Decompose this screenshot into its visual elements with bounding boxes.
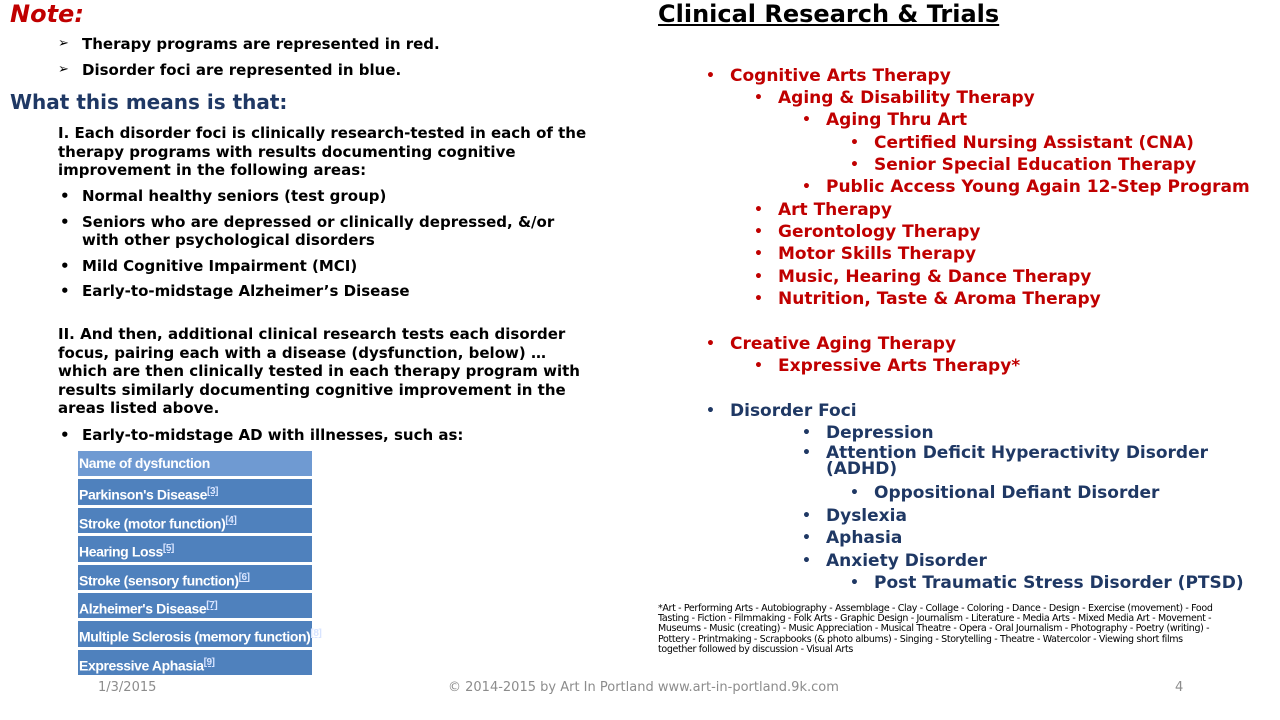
footer-copyright: © 2014-2015 by Art In Portland www.art-in-portland.9k.com (448, 680, 839, 695)
table-row (78, 479, 312, 504)
tree-item (802, 528, 903, 548)
list-item (58, 426, 588, 445)
bullet-icon: • (754, 90, 763, 106)
list-item (58, 187, 588, 206)
list-item-text: Early-to-midstage AD with illnesses, such as: (82, 426, 464, 444)
tree-item-text: Oppositional Defiant Disorder (874, 483, 1160, 503)
reference-link[interactable]: [7] (206, 599, 218, 611)
reference-link[interactable]: [5] (162, 543, 174, 555)
tree-item (754, 267, 1092, 287)
tree-item-text: Gerontology Therapy (778, 222, 981, 242)
tree-item-text: Dyslexia (826, 506, 907, 526)
table-row (78, 508, 312, 533)
dysfunction-name: Parkinson's Disease (79, 487, 208, 504)
bullet-icon: • (754, 269, 763, 285)
bullet-icon: • (754, 224, 763, 240)
arrow-bullet-icon: ➢ (58, 36, 69, 51)
tree-item (754, 356, 1021, 376)
bullet-icon: • (754, 202, 763, 218)
footnote: *Art - Performing Arts - Autobiography - Assemblage - Clay - Collage - Coloring - Dance - Design - Exercise (movement) - Food Tasting - Fiction - Filmmaking - Folk Arts - Graphic Design - Journalism - Literature - Media Arts - Mixed Media Art - Movement - Museums - Music (creating) - Music Appreciation - Musical Theatre - Opera - Oral Journalism - Photography - Poetry (writing) - Pottery - Printmaking - Scrapbooks (& photo albums) - Singing - Storytelling - Theatre - Watercolor - Viewing short films together followed by discussion - Visual Arts (658, 603, 1213, 655)
tree-item (802, 551, 987, 571)
bullet-icon: • (60, 212, 70, 231)
bullet-icon: • (802, 508, 811, 524)
bullet-icon: • (850, 575, 859, 591)
areas-list (58, 187, 588, 308)
tree-item (802, 506, 907, 526)
reference-link[interactable]: [3] (207, 486, 219, 498)
tree-item (706, 66, 951, 86)
dysfunction-table (78, 451, 322, 678)
note-item-text: Therapy programs are represented in red. (82, 35, 440, 53)
tree-item-text: Disorder Foci (730, 401, 857, 421)
reference-link[interactable]: [4] (225, 514, 237, 526)
paragraph-two: II. And then, additional clinical research tests each disorder focus, pairing each with a disease (dysfunction, below) …which are then clinically tested in each therapy program with results similarly documenting cognitive improvement in the areas listed above. (58, 325, 580, 417)
tree-item-text: Public Access Young Again 12-Step Program (826, 177, 1250, 197)
tree-item-text: Senior Special Education Therapy (874, 155, 1197, 175)
list-item (58, 282, 588, 301)
dysfunction-name: Multiple Sclerosis (memory function) (79, 629, 311, 645)
bullet-icon: • (802, 425, 811, 441)
tree-item (754, 88, 1035, 108)
list-item-text: Mild Cognitive Impairment (MCI) (82, 256, 358, 275)
tree-item-text: Motor Skills Therapy (778, 244, 977, 264)
note-list (58, 34, 440, 86)
tree-item (754, 244, 977, 264)
tree-item (706, 401, 857, 421)
paragraph-one: I. Each disorder foci is clinically research-tested in each of the therapy programs with results documenting cognitive improvement in the following areas: (58, 124, 587, 179)
bullet-icon: • (60, 426, 70, 444)
tree-item-text: Cognitive Arts Therapy (730, 66, 951, 86)
tree-item-text: Certified Nursing Assistant (CNA) (874, 133, 1194, 153)
table-row (78, 621, 322, 646)
reference-link[interactable]: [6] (238, 571, 250, 583)
illness-list (58, 426, 588, 452)
bullet-icon: • (754, 246, 763, 262)
bullet-icon: • (802, 553, 811, 569)
tree-item-text-cont: (ADHD) (826, 459, 898, 479)
arrow-bullet-icon: ➢ (58, 62, 69, 77)
bullet-icon: • (850, 485, 859, 501)
note-title: Note: (10, 0, 84, 28)
tree-item-text: Creative Aging Therapy (730, 334, 957, 354)
tree-item-text: Music, Hearing & Dance Therapy (778, 267, 1092, 287)
tree-item-text: Aging & Disability Therapy (778, 88, 1035, 108)
list-item (58, 257, 588, 276)
bullet-icon: • (754, 291, 763, 307)
dysfunction-name: Stroke (motor function) (79, 515, 226, 532)
tree-item (850, 133, 1194, 153)
tree-item (802, 423, 934, 443)
tree-item-text: Aging Thru Art (826, 110, 968, 130)
tree-item-text: Post Traumatic Stress Disorder (PTSD) (874, 573, 1244, 593)
reference-link[interactable]: [9] (203, 656, 215, 668)
footer-page-number: 4 (1175, 680, 1184, 695)
bullet-icon: • (802, 179, 811, 195)
tree-item-text: Expressive Arts Therapy* (778, 356, 1021, 376)
table-row (78, 565, 312, 590)
bullet-icon: • (60, 187, 70, 205)
table-header: Name of dysfunction (78, 451, 312, 476)
bullet-icon: • (850, 135, 859, 151)
list-item (58, 213, 588, 250)
tree-item (802, 177, 1250, 197)
bullet-icon: • (60, 256, 70, 275)
tree-item-text: Art Therapy (778, 200, 892, 220)
reference-link[interactable]: [8] (310, 628, 322, 640)
tree-item (754, 200, 892, 220)
table-row (78, 650, 312, 675)
bullet-icon: • (754, 358, 763, 374)
tree-item-text: Depression (826, 423, 934, 443)
tree-item (850, 155, 1197, 175)
dysfunction-name: Alzheimer's Disease (79, 600, 207, 617)
dysfunction-name: Hearing Loss (79, 543, 163, 560)
bullet-icon: • (802, 445, 811, 461)
bullet-icon: • (802, 112, 811, 128)
section-title: Clinical Research & Trials (658, 0, 1000, 28)
note-item (58, 34, 440, 60)
bullet-icon: • (802, 530, 811, 546)
tree-item (706, 334, 957, 354)
tree-item-text: Anxiety Disorder (826, 551, 987, 571)
note-item (58, 60, 440, 86)
tree-item (754, 222, 981, 242)
tree-item-text: Nutrition, Taste & Aroma Therapy (778, 289, 1101, 309)
dysfunction-name: Stroke (sensory function) (79, 572, 239, 589)
footer-date: 1/3/2015 (98, 680, 157, 695)
tree-item (802, 110, 968, 130)
list-item-text: Normal healthy seniors (test group) (82, 187, 387, 205)
bullet-icon: • (706, 403, 715, 419)
table-row (78, 536, 312, 561)
tree-item (850, 483, 1160, 503)
tree-item (850, 573, 1244, 593)
tree-item-text: Aphasia (826, 528, 903, 548)
tree-item (802, 443, 1209, 479)
list-item-text: Early-to-midstage Alzheimer’s Disease (82, 282, 410, 300)
note-item-text: Disorder foci are represented in blue. (82, 61, 402, 79)
list-item-text: Seniors who are depressed or clinically depressed, &/or with other psychological disorders (82, 212, 555, 249)
tree-item-text: Attention Deficit Hyperactivity Disorder (826, 443, 1209, 463)
bullet-icon: • (60, 282, 70, 300)
bullet-icon: • (706, 68, 715, 84)
dysfunction-name: Expressive Aphasia (79, 657, 204, 674)
table-row (78, 593, 312, 618)
means-title: What this means is that: (10, 90, 288, 114)
tree-item (754, 289, 1101, 309)
bullet-icon: • (706, 336, 715, 352)
bullet-icon: • (850, 157, 859, 173)
